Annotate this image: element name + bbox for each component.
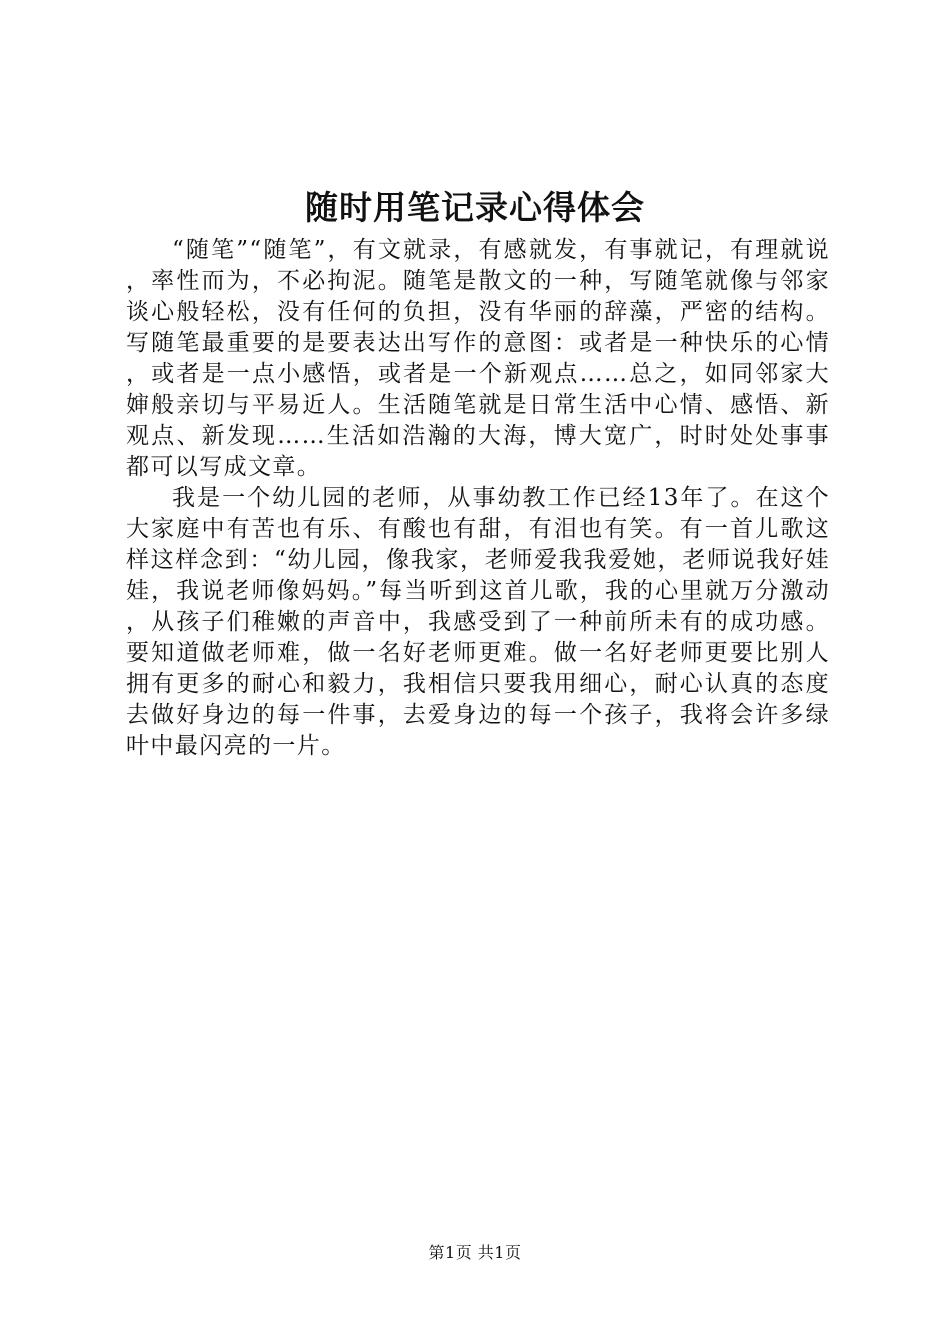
page-footer: 第1页 共1页 (428, 1243, 522, 1262)
document-body (126, 235, 830, 762)
document-title: 随时用笔记录心得体会 (305, 188, 645, 227)
body-paragraph-1: “随笔”“随笔”，有文就录，有感就发，有事就记，有理就说，率性而为，不必拘泥。随笔是散文的一种，写随笔就像与邻家谈心般轻松，没有任何的负担，没有华丽的辞藻，严密的结构。写随笔最重要的是要表达出写作的意图：或者是一种快乐的心情，或者是一点小感悟，或者是一个新观点……总之，如同邻家大婶般亲切与平易近人。生活随笔就是日常生活中心情、感悟、新观点、新发现……生活如浩瀚的大海，博大宽广，时时处处事事都可以写成文章。 (126, 237, 830, 480)
body-paragraph-2: 我是一个幼儿园的老师，从事幼教工作已经13年了。在这个大家庭中有苦也有乐、有酸也有甜，有泪也有笑。有一首儿歌这样这样念到：“幼儿园，像我家，老师爱我我爱她，老师说我好娃娃，我说老师像妈妈。”每当听到这首儿歌，我的心里就万分激动，从孩子们稚嫩的声音中，我感受到了一种前所未有的成功感。要知道做老师难，做一名好老师更难。做一名好老师更要比别人拥有更多的耐心和毅力，我相信只要我用细心，耐心认真的态度去做好身边的每一件事，去爱身边的每一个孩子，我将会许多绿叶中最闪亮的一片。 (126, 485, 830, 759)
